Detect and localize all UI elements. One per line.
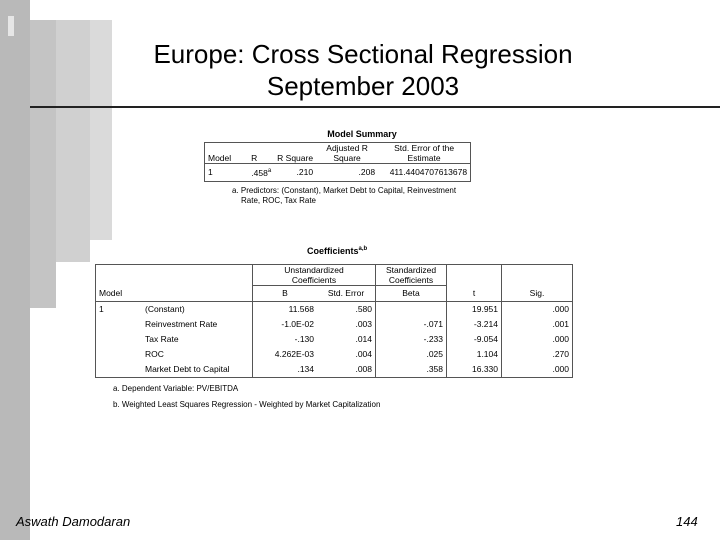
table-row	[96, 332, 573, 347]
cell-t: -3.214	[447, 317, 502, 332]
note-line-2: Rate, ROC, Tax Rate	[241, 195, 316, 205]
model-summary-title: Model Summary	[327, 129, 397, 139]
group-unstd-line-1: Unstandardized	[284, 265, 344, 275]
footer-author: Aswath Damodaran	[16, 514, 131, 529]
header-adj-r-square: Adjusted R Square	[326, 143, 368, 163]
table-row	[205, 164, 471, 182]
cell-beta: .358	[376, 362, 447, 378]
cell-b: .134	[253, 362, 318, 378]
cell-t: -9.054	[447, 332, 502, 347]
header-sig: Sig.	[502, 286, 573, 302]
title-rule	[30, 106, 720, 108]
title-line-1: Europe: Cross Sectional Regression	[153, 39, 573, 69]
table-row	[96, 347, 573, 362]
table-row	[96, 302, 573, 318]
title-line-2: September 2003	[266, 71, 460, 101]
coefficients-title	[307, 246, 367, 256]
header-model: Model	[208, 153, 232, 163]
cell-sig: .000	[502, 332, 573, 347]
header-r: R	[251, 153, 258, 163]
cell-sig: .000	[502, 302, 573, 318]
table-header-row	[205, 143, 471, 164]
coefficients-title-sup: a,b	[358, 246, 368, 252]
decor-bar-2	[30, 20, 56, 308]
slide-title	[100, 38, 626, 102]
footer-page-number: 144	[676, 514, 698, 529]
decor-bar-3	[56, 20, 90, 262]
group-header-row	[96, 265, 573, 286]
cell-beta: -.071	[376, 317, 447, 332]
cell-se: .003	[355, 319, 372, 329]
cell-beta	[376, 302, 447, 318]
cell-adj-r-square: .208	[358, 166, 376, 177]
group-unstd-line-2: Coefficients	[291, 275, 337, 285]
header-r-square: R Square	[277, 153, 314, 163]
cell-beta: -.233	[376, 332, 447, 347]
cell-name: (Constant)	[145, 304, 185, 314]
cell-model: 1	[208, 166, 213, 177]
header-std-error: Std. Error	[327, 288, 365, 298]
cell-std-error: 411.4404707613678	[389, 166, 468, 177]
header-std-error: Std. Error of the Estimate	[394, 143, 455, 163]
cell-sig: .000	[502, 362, 573, 378]
note-dependent-variable: a. Dependent Variable: PV/EBITDA	[113, 384, 239, 393]
cell-name: Reinvestment Rate	[145, 319, 218, 329]
cell-r	[234, 164, 274, 182]
cell-name: ROC	[145, 349, 164, 359]
cell-sig: .270	[502, 347, 573, 362]
model-summary-table	[204, 142, 471, 182]
table-row	[96, 362, 573, 378]
cell-se: .580	[355, 304, 372, 314]
cell-b: 11.568	[253, 302, 318, 318]
column-header-row	[96, 286, 573, 302]
group-std-line-2: Coefficients	[388, 275, 434, 285]
header-b: B	[253, 286, 318, 302]
cell-b: -1.0E-02	[253, 317, 318, 332]
cell-t: 16.330	[447, 362, 502, 378]
coefficients-panel	[95, 244, 575, 414]
cell-b: 4.262E-03	[253, 347, 318, 362]
table-row	[96, 317, 573, 332]
coefficients-notes	[113, 384, 380, 410]
cell-r-square: .210	[296, 166, 314, 177]
cell-r-value: .458	[251, 167, 268, 178]
cell-name: Market Debt to Capital	[145, 364, 230, 374]
group-standardized	[376, 265, 447, 286]
cell-r-sup: a	[267, 168, 272, 174]
cell-t: 1.104	[447, 347, 502, 362]
header-model: Model	[99, 287, 123, 298]
coefficients-table	[95, 264, 573, 378]
group-unstandardized	[253, 265, 376, 286]
cell-se: .004	[355, 349, 372, 359]
decor-bar-5	[8, 16, 14, 36]
coefficients-title-text: Coefficients	[307, 246, 359, 256]
decor-bar-1	[0, 0, 30, 540]
cell-t: 19.951	[447, 302, 502, 318]
cell-se: .014	[355, 334, 372, 344]
model-summary-panel	[198, 122, 526, 214]
note-line-1: a. Predictors: (Constant), Market Debt to Capital, Reinvestment	[232, 185, 457, 195]
cell-model-number: 1	[99, 304, 104, 314]
group-std-line-1: Standardized	[385, 265, 437, 275]
note-weighted: b. Weighted Least Squares Regression - Weighted by Market Capitalization	[113, 400, 381, 409]
header-t: t	[447, 286, 502, 302]
cell-beta: .025	[376, 347, 447, 362]
cell-name: Tax Rate	[145, 334, 179, 344]
model-summary-note	[232, 186, 526, 206]
cell-b: -.130	[253, 332, 318, 347]
header-beta: Beta	[376, 286, 447, 302]
cell-se: .008	[355, 364, 372, 374]
cell-sig: .001	[502, 317, 573, 332]
